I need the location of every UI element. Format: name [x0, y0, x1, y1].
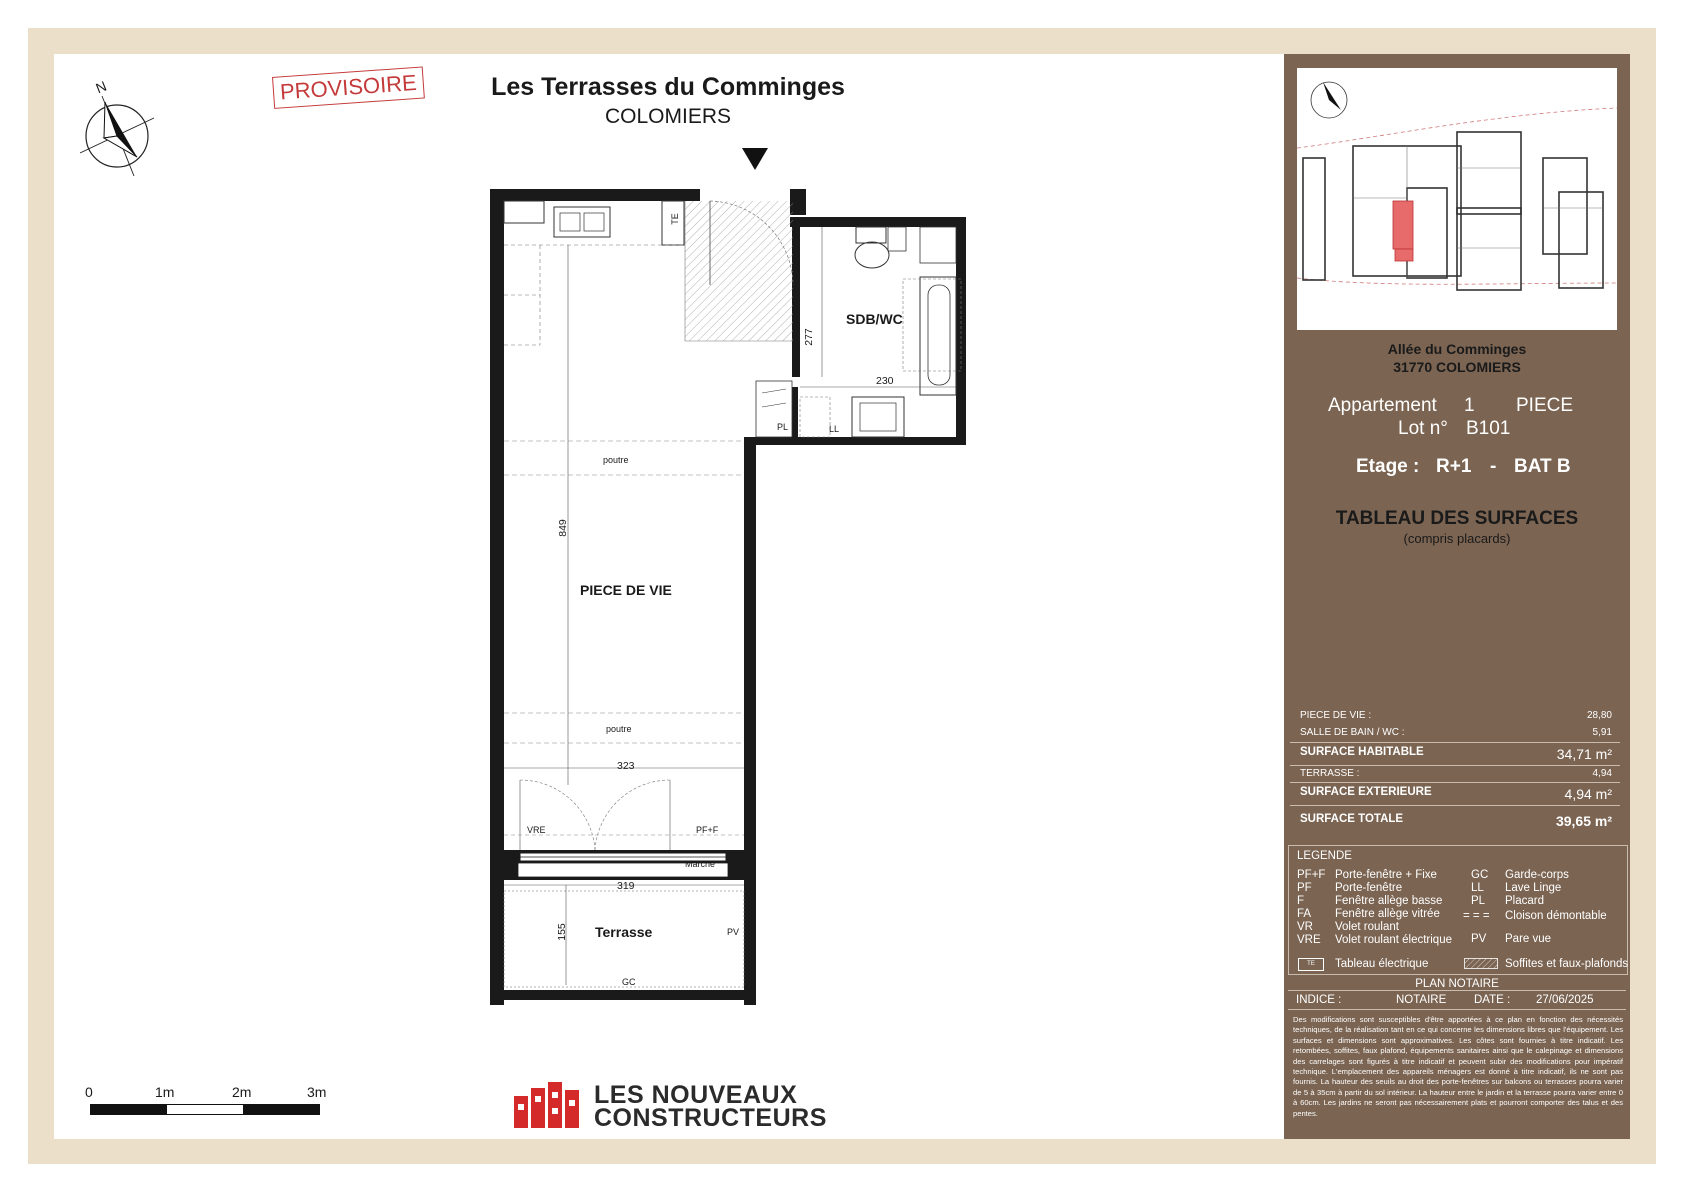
tag-gc: GC: [622, 977, 636, 987]
legend-text: Fenêtre allège vitrée: [1335, 908, 1440, 920]
legend-text: Lave Linge: [1505, 882, 1562, 894]
soffit-hatch-icon: [1464, 958, 1498, 969]
brand-logo-line1: LES NOUVEAUX: [594, 1081, 798, 1109]
apartment-room-unit: PIECE: [1516, 395, 1574, 416]
tag-beam-1: poutre: [603, 455, 629, 465]
room-label-living: PIECE DE VIE: [580, 582, 672, 598]
dim-terrace-height: 155: [555, 923, 568, 941]
indice-label: INDICE :: [1296, 994, 1342, 1006]
apartment-label: Appartement: [1328, 395, 1437, 416]
legend-code: GC: [1471, 869, 1489, 881]
legend-text: Porte-fenêtre: [1335, 882, 1403, 894]
room-label-terrace: Terrasse: [595, 924, 653, 940]
scale-label-2m: 2m: [232, 1084, 252, 1100]
legend-code: FA: [1297, 908, 1312, 920]
compass-icon: [80, 78, 160, 178]
project-title: Les Terrasses du Comminges: [491, 73, 845, 101]
legend-text: Garde-corps: [1505, 869, 1569, 881]
wall-bath-top: [790, 217, 966, 227]
plan-type: PLAN NOTAIRE: [1288, 978, 1626, 991]
table-divider: [1290, 805, 1620, 806]
tag-ll: LL: [829, 424, 840, 434]
tag-pff: PF+F: [696, 825, 719, 835]
legend-code: PF+F: [1297, 869, 1326, 881]
building-value: BAT B: [1514, 456, 1571, 477]
legend-text: Volet roulant: [1335, 921, 1399, 933]
key-plan: [1297, 68, 1617, 330]
key-plan-lot-highlight: [1393, 201, 1413, 249]
tag-vre: VRE: [527, 825, 546, 835]
compass-north-label: N: [93, 77, 109, 97]
lot-label: Lot n°: [1398, 418, 1448, 439]
apartment-room-count: 1: [1464, 395, 1475, 416]
tag-pv: PV: [727, 927, 740, 937]
legend-soffit: Soffites et faux-plafonds: [1505, 958, 1629, 970]
scale-label-3m: 3m: [307, 1084, 327, 1100]
surface-table-subtitle: (compris placards): [1403, 531, 1511, 546]
legend-title: LEGENDE: [1297, 850, 1352, 862]
project-city: COLOMIERS: [604, 105, 732, 128]
scale-label-1m: 1m: [155, 1084, 175, 1100]
dim-bath-height: 277: [802, 328, 815, 346]
provisional-stamp: PROVISOIRE: [272, 66, 425, 108]
legend-text: Placard: [1505, 895, 1544, 907]
legend-code: PF: [1297, 882, 1312, 894]
legend-code: VR: [1297, 921, 1313, 933]
revision-row: [1288, 994, 1626, 1010]
address-line1: Allée du Comminges: [1387, 341, 1527, 357]
brand-logo-line2: CONSTRUCTEURS: [594, 1104, 827, 1132]
wall-bath-bottom: [744, 437, 966, 445]
tag-beam-2: poutre: [606, 724, 632, 734]
wall-bath-right: [956, 217, 966, 443]
entrance-arrow-icon: [740, 146, 770, 172]
tag-te: TE: [669, 213, 680, 225]
dim-living-height: 849: [556, 519, 569, 537]
table-divider: [1290, 765, 1620, 766]
floor-label: Etage :: [1356, 456, 1420, 477]
indice-value: NOTAIRE: [1396, 994, 1447, 1006]
scale-label-0: 0: [85, 1084, 93, 1100]
legend-code: = = =: [1463, 910, 1490, 922]
lot-number: B101: [1466, 418, 1511, 439]
legend-text: Pare vue: [1505, 933, 1552, 945]
legend-code: LL: [1471, 882, 1484, 894]
table-divider: [1290, 782, 1620, 783]
surface-table-title: TABLEAU DES SURFACES: [1335, 508, 1579, 529]
legend-text: Volet roulant électrique: [1335, 934, 1452, 946]
legend-text: Porte-fenêtre + Fixe: [1335, 869, 1437, 881]
dim-living-width: 323: [617, 760, 635, 772]
floor-separator: -: [1490, 456, 1497, 477]
electric-panel-icon: TE: [1298, 958, 1324, 971]
date-value: 27/06/2025: [1536, 994, 1594, 1006]
address-line2: 31770 COLOMIERS: [1393, 359, 1521, 375]
wall-top: [490, 189, 700, 201]
scale-bar: [90, 1104, 320, 1115]
tag-pl: PL: [777, 422, 789, 432]
room-label-bath: SDB/WC: [846, 311, 903, 327]
tag-step: Marche: [685, 859, 716, 869]
legal-disclaimer: Des modifications sont susceptibles d'être apportées à ce plan en fonction des nécessités techniques, de la réalisation tant en ce qui concerne les dimensions libres que l'équipement. Les surfaces et dimensions sont approximatives. Les côtes sont fournies à titre indicatif. Les retombées, soffites, faux plafond, équipements sanitaires ainsi que le calepinage et dimensions des carrelages sont figurés à titre indicatif et peuvent subir des modifications pour impératif technique. L'emplacement des appareils ménagers est donné à titre indicatif, ils ne sont pas fournis. La hauteur des seuils au droit des porte-fenêtres sur balcons ou terrasses pourra varier de 5 à 35cm à partir du sol intérieur. La hauteur entre le jardin et la terrasse pourra varier entre 0 à 60cm. Les jardins ne seront pas nécessairement plats et pourront comporter des talus et des pentes.: [1293, 1015, 1623, 1118]
brand-logo-icon: [514, 1082, 590, 1128]
dim-bath-width: 230: [876, 375, 894, 387]
legend-code: PL: [1471, 895, 1486, 907]
floor-plan: [480, 185, 1000, 1005]
legend-text: Cloison démontable: [1505, 910, 1607, 922]
floor-value: R+1: [1436, 456, 1472, 477]
legend-electric-panel: Tableau électrique: [1335, 958, 1429, 970]
legend-code: PV: [1471, 933, 1487, 945]
date-label: DATE :: [1474, 994, 1511, 1006]
legend-text: Fenêtre allège basse: [1335, 895, 1443, 907]
legend-code: VRE: [1297, 934, 1321, 946]
legend-code: F: [1297, 895, 1305, 907]
dim-terrace-width: 319: [617, 880, 635, 892]
table-divider: [1290, 742, 1620, 743]
